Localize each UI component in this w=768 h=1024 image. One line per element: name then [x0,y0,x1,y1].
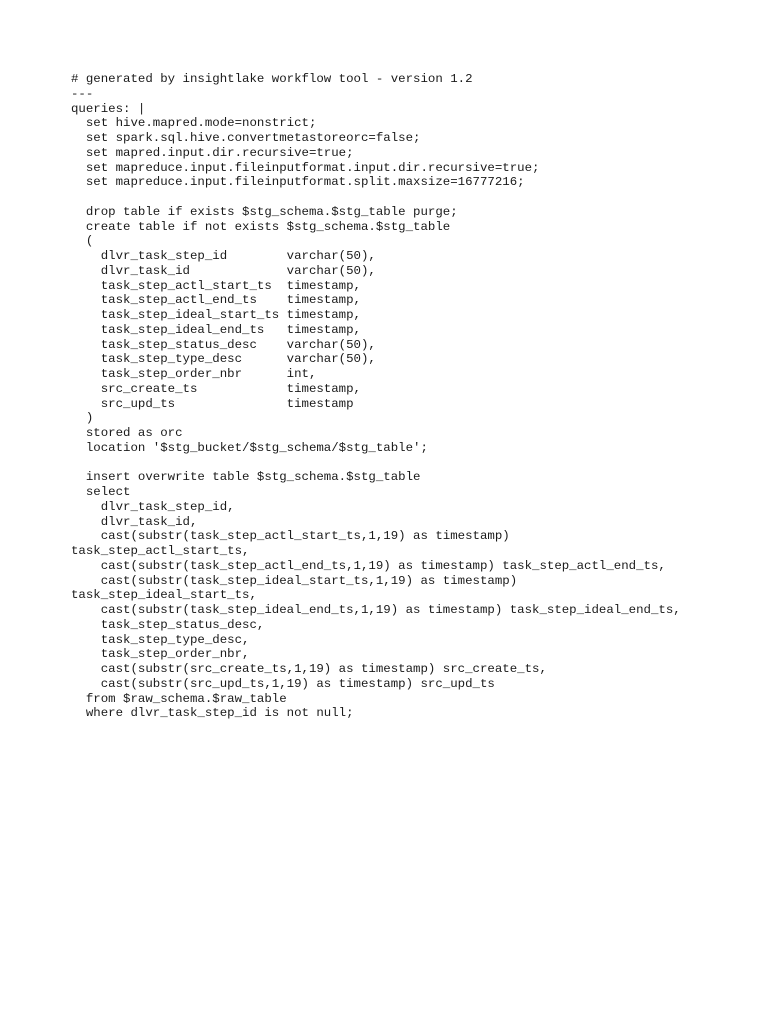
code-line: dlvr_task_id varchar(50), [71,263,376,278]
code-line: task_step_type_desc, [71,632,250,647]
code-line: cast(substr(task_step_ideal_end_ts,1,19) as timestamp) task_step_ideal_end_ts, [71,603,681,617]
code-line: --- [71,86,94,101]
code-line: ( [71,234,94,249]
code-line: cast(substr(task_step_actl_start_ts,1,19) as timestamp) [71,529,510,544]
code-line: insert overwrite table $stg_schema.$stg_table [71,470,421,485]
code-line: where dlvr_task_step_id is not null; [71,706,354,721]
code-line: src_upd_ts timestamp [71,396,354,411]
code-line: ) [71,411,94,426]
code-line: task_step_status_desc, [71,617,265,632]
code-line: task_step_actl_end_ts timestamp, [71,293,361,308]
code-line: from $raw_schema.$raw_table [71,691,287,706]
code-line [71,456,751,471]
code-line: set mapreduce.input.fileinputformat.split.maxsize=16777216; [71,175,525,190]
code-line: dlvr_task_id, [71,514,198,529]
code-line: task_step_actl_start_ts, [71,544,250,558]
code-line: task_step_ideal_end_ts timestamp, [71,322,361,337]
code-line: task_step_order_nbr int, [71,367,317,381]
code-line: cast(substr(task_step_actl_end_ts,1,19) as timestamp) task_step_actl_end_ts, [71,558,666,573]
code-line: drop table if exists $stg_schema.$stg_table purge; [71,204,458,219]
code-line: task_step_type_desc varchar(50), [71,352,376,367]
code-line: set mapred.input.dir.recursive=true; [71,145,354,160]
code-line: cast(substr(task_step_ideal_start_ts,1,19) as timestamp) [71,573,518,588]
code-line: task_step_ideal_start_ts, [71,588,257,603]
code-block [71,72,751,721]
code-line: create table if not exists $stg_schema.$stg_table [71,219,451,234]
code-line: task_step_actl_start_ts timestamp, [71,278,361,293]
code-line: set hive.mapred.mode=nonstrict; [71,116,317,131]
code-line: cast(substr(src_create_ts,1,19) as timestamp) src_create_ts, [71,662,547,676]
code-line: task_step_ideal_start_ts timestamp, [71,308,361,322]
code-line: select [71,485,131,499]
code-line: location '$stg_bucket/$stg_schema/$stg_table'; [71,440,428,455]
code-line: stored as orc [71,426,183,440]
code-line: # generated by insightlake workflow tool - version 1.2 [71,72,473,86]
code-line: set spark.sql.hive.convertmetastoreorc=false; [71,131,421,145]
code-line: set mapreduce.input.fileinputformat.input.dir.recursive=true; [71,160,540,175]
code-line: task_step_order_nbr, [71,647,250,662]
code-line [71,190,751,205]
code-line: dlvr_task_step_id, [71,499,235,514]
code-line: cast(substr(src_upd_ts,1,19) as timestamp) src_upd_ts [71,676,495,691]
code-line: dlvr_task_step_id varchar(50), [71,249,376,263]
code-line: src_create_ts timestamp, [71,381,361,396]
code-line: queries: | [71,101,146,116]
code-line: task_step_status_desc varchar(50), [71,337,376,352]
